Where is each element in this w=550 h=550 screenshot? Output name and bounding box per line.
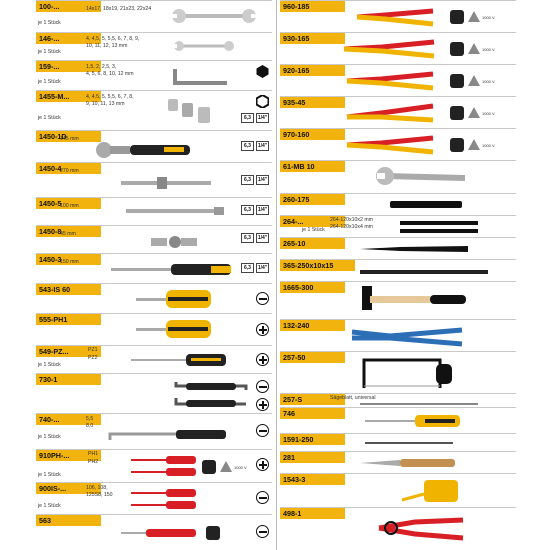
bent-nose-pliers-icon — [345, 101, 435, 125]
screwdriver-slotted-icon — [136, 288, 216, 312]
list-item[interactable] — [36, 514, 272, 550]
item-code: 264-... — [280, 216, 345, 227]
vde-label: 1000 V — [234, 465, 247, 470]
item-code: 132-240 — [280, 320, 345, 331]
list-item[interactable] — [280, 507, 516, 550]
item-sizes: 5,5 8,0 — [86, 416, 94, 429]
water-pump-pliers-icon — [350, 324, 465, 348]
item-variants: PZ1 PZ2 — [88, 347, 98, 361]
vde-screwdriver-icon — [131, 456, 201, 478]
item-note: je 1 Stück — [38, 503, 61, 509]
wire-stripper-icon — [345, 133, 435, 157]
gs-cert-icon — [450, 138, 464, 152]
item-code: 100-... — [36, 1, 101, 12]
list-item[interactable] — [280, 473, 516, 507]
item-note: je 1 Stück — [38, 362, 61, 368]
item-code: 498-1 — [280, 508, 345, 519]
bit-screwdriver-icon — [365, 412, 465, 430]
phillips-tip-icon — [256, 398, 269, 411]
warning-icon — [468, 43, 480, 54]
drive-size-inch: 1/4" — [257, 177, 268, 183]
vde-label: 1000 V — [482, 79, 495, 84]
list-item[interactable] — [36, 197, 272, 225]
slot-tip-icon — [256, 525, 269, 538]
hacksaw-icon — [360, 354, 460, 392]
hex-socket-icon — [256, 95, 269, 108]
item-code: 61-MB 10 — [280, 161, 345, 172]
list-item[interactable] — [36, 253, 272, 283]
list-item[interactable] — [280, 259, 516, 281]
list-item[interactable] — [36, 90, 272, 130]
item-code: 900IS-... — [36, 483, 101, 494]
item-sizes: 145 mm — [60, 136, 79, 142]
column-divider — [276, 0, 277, 550]
screwdriver-phillips-icon — [136, 318, 216, 342]
item-note: je 1 Stück — [38, 472, 61, 478]
list-item[interactable] — [280, 451, 516, 473]
item-code: 1450-5 — [36, 198, 101, 209]
drive-size-mm: 6,3 — [241, 141, 254, 151]
item-code: 257-S — [280, 394, 345, 405]
universal-joint-icon — [151, 232, 201, 250]
item-code: 910PH-... — [36, 450, 101, 461]
item-code: 1665-300 — [280, 282, 345, 293]
item-sizes: 14x17, 18x19, 21x23, 22x24 — [86, 6, 152, 12]
combination-pliers-icon — [355, 5, 435, 29]
list-item[interactable] — [36, 345, 272, 373]
scriber-icon — [365, 438, 455, 448]
drive-size-mm: 6,3 — [241, 113, 254, 123]
list-item[interactable] — [36, 283, 272, 313]
file-icon — [360, 267, 490, 277]
list-item[interactable] — [280, 64, 516, 96]
item-code: 1543-3 — [280, 474, 345, 485]
hex-key-icon — [171, 65, 231, 87]
item-code: 1450-8 — [36, 226, 101, 237]
sliding-t-bar-icon — [121, 173, 211, 193]
drive-size-inch: 1/4" — [257, 143, 268, 149]
spinner-handle-icon — [111, 262, 241, 278]
gs-cert-icon — [202, 460, 216, 474]
tape-measure-icon — [400, 478, 460, 504]
item-code: 257-50 — [280, 352, 345, 363]
item-note: je 1 Stück — [38, 49, 61, 55]
item-code: 260-175 — [280, 194, 345, 205]
item-note: je 1 Stück — [38, 434, 61, 440]
item-code: 563 — [36, 515, 101, 526]
list-item[interactable] — [280, 0, 516, 32]
item-code: 970-160 — [280, 129, 345, 140]
pozidriv-tip-icon — [256, 353, 269, 366]
needle-nose-pliers-icon — [342, 37, 437, 61]
list-item[interactable] — [280, 193, 516, 215]
open-end-wrench-icon — [171, 7, 256, 25]
drive-size-mm: 6,3 — [241, 175, 254, 185]
list-item[interactable] — [280, 351, 516, 393]
warning-icon — [468, 139, 480, 150]
combination-wrench-icon — [173, 39, 235, 53]
gs-cert-icon — [206, 526, 220, 540]
item-sizes: Sägeblatt, universal — [330, 395, 376, 401]
list-item[interactable] — [36, 32, 272, 60]
item-code: 159-... — [36, 61, 101, 72]
list-item[interactable] — [280, 407, 516, 433]
item-code: 549-PZ... — [36, 346, 101, 357]
gs-cert-icon — [450, 10, 464, 24]
extension-bar-icon — [126, 206, 226, 216]
item-code: 730-1 — [36, 374, 101, 385]
item-code: 1450-1D — [36, 131, 101, 142]
item-code: 960-185 — [280, 1, 345, 12]
list-item[interactable] — [36, 313, 272, 345]
warning-icon — [468, 107, 480, 118]
list-item[interactable] — [280, 215, 516, 237]
voltage-tester-icon — [121, 527, 201, 539]
offset-screwdriver-icon — [166, 376, 256, 412]
hex-socket-icon — [256, 65, 269, 78]
adjustable-wrench-icon — [375, 166, 470, 188]
item-code: 543-IS 60 — [36, 284, 101, 295]
list-item[interactable] — [280, 128, 516, 160]
item-code: 746 — [280, 408, 345, 419]
drive-size-inch: 1/4" — [257, 207, 268, 213]
list-item[interactable] — [280, 160, 516, 193]
item-sizes: 4, 4,5, 5, 5,5, 6, 7, 8, 9, 10, 11, 12, 13 mm — [86, 36, 140, 49]
list-item[interactable] — [36, 413, 272, 449]
angled-screwdriver-icon — [106, 418, 236, 446]
item-sizes: 106, 108, 125S8, 150 — [86, 485, 113, 498]
vde-label: 1000 V — [482, 143, 495, 148]
list-item[interactable] — [36, 373, 272, 413]
drive-size-inch: 1/4" — [257, 265, 268, 271]
slot-tip-icon — [256, 491, 269, 504]
flat-chisel-icon — [400, 219, 480, 235]
sockets-icon — [166, 93, 246, 127]
vde-label: 1000 V — [482, 111, 495, 116]
item-code: 146-... — [36, 33, 101, 44]
vde-slotted-screwdriver-icon — [131, 489, 201, 511]
item-sizes: 1,5, 2, 2,5, 3, 4, 5, 6, 8, 10, 12 mm — [86, 64, 134, 77]
drive-size-mm: 6,3 — [241, 233, 254, 243]
list-item[interactable] — [36, 162, 272, 197]
phillips-tip-icon — [256, 323, 269, 336]
vde-label: 1000 V — [482, 47, 495, 52]
item-code: 740-... — [36, 414, 101, 425]
cold-chisel-icon — [390, 199, 465, 211]
drive-size-inch: 1/4" — [257, 115, 268, 121]
item-code: 1450-4 — [36, 163, 101, 174]
item-code: 935-45 — [280, 97, 345, 108]
slot-tip-icon — [256, 424, 269, 437]
item-sizes: 45 mm — [60, 231, 76, 237]
item-sizes: 150 mm — [60, 259, 79, 265]
item-code: 1591-250 — [280, 434, 345, 445]
item-code: 920-165 — [280, 65, 345, 76]
list-item[interactable] — [280, 32, 516, 64]
gs-cert-icon — [450, 74, 464, 88]
item-code: 1450-3 — [36, 254, 101, 265]
warning-icon — [468, 11, 480, 22]
item-note: je 1 Stück — [38, 79, 61, 85]
item-code: 930-165 — [280, 33, 345, 44]
item-sizes: 4, 4,5, 5, 5,5, 6, 7, 8, 9, 10, 11, 13 mm — [86, 94, 134, 107]
center-punch-icon — [360, 243, 470, 255]
gs-cert-icon — [450, 106, 464, 120]
drive-size-mm: 6,3 — [241, 205, 254, 215]
electricians-knife-icon — [360, 456, 460, 470]
slot-tip-icon — [256, 292, 269, 305]
drive-size-mm: 6,3 — [241, 263, 254, 273]
item-code: 281 — [280, 452, 345, 463]
list-item[interactable] — [280, 393, 516, 407]
list-item[interactable] — [36, 225, 272, 253]
slot-tip-icon — [256, 380, 269, 393]
screwdriver-pozidriv-icon — [131, 352, 231, 368]
cable-cutter-icon — [375, 512, 465, 544]
vde-label: 1000 V — [482, 15, 495, 20]
list-item[interactable] — [36, 482, 272, 514]
list-item[interactable] — [280, 237, 516, 259]
list-item[interactable] — [36, 449, 272, 482]
drive-size-inch: 1/4" — [257, 235, 268, 241]
list-item[interactable] — [280, 281, 516, 319]
phillips-tip-icon — [256, 458, 269, 471]
gs-cert-icon — [450, 42, 464, 56]
list-item[interactable] — [36, 60, 272, 90]
warning-icon — [220, 461, 232, 472]
list-item[interactable] — [280, 96, 516, 128]
item-variants: PH1 PH2 — [88, 451, 99, 465]
item-sizes: 270 mm — [60, 168, 79, 174]
item-note: je 1 Stück — [302, 227, 325, 233]
warning-icon — [468, 75, 480, 86]
list-item[interactable] — [280, 433, 516, 451]
flat-nose-pliers-icon — [345, 69, 435, 93]
item-code: 1455-M... — [36, 91, 101, 102]
item-code: 265-10 — [280, 238, 345, 249]
item-note: je 1 Stück — [38, 20, 61, 26]
list-item[interactable] — [36, 0, 272, 32]
list-item[interactable] — [36, 130, 272, 162]
item-code: 555-PH1 — [36, 314, 101, 325]
ratchet-icon — [94, 141, 204, 159]
item-sizes: 264-120x10x2 mm 264-120x10x4 mm — [330, 217, 373, 230]
hammer-icon — [360, 284, 470, 316]
item-note: je 1 Stück — [38, 115, 61, 121]
item-code: 365-250x10x15 — [280, 260, 355, 271]
item-sizes: 100 mm — [60, 203, 79, 209]
list-item[interactable] — [280, 319, 516, 351]
